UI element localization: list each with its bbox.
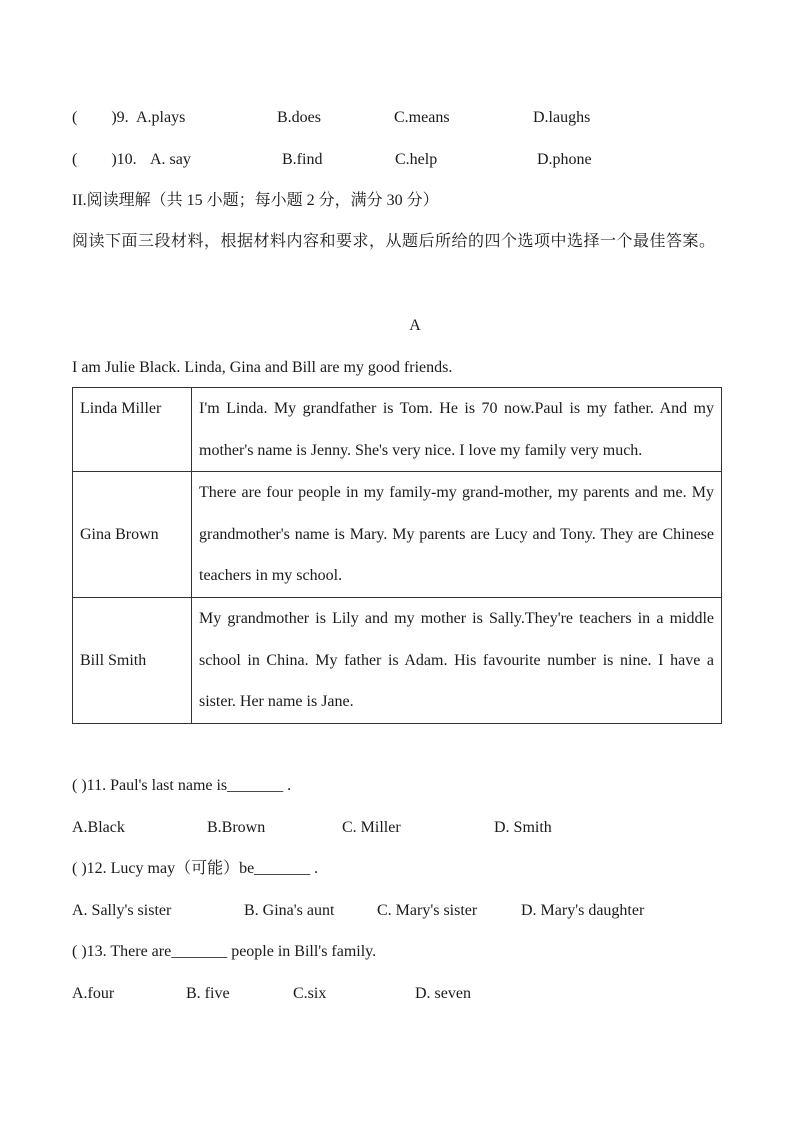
section-instructions: 阅读下面三段材料，根据材料内容和要求，从题后所给的四个选项中选择一个最佳答案。 [72,233,716,250]
q10-option-c: C.help [395,151,438,168]
q9-option-b: B.does [277,109,321,126]
table-row [73,472,722,598]
passage-intro: I am Julie Black. Linda, Gina and Bill are my good friends. [72,359,453,376]
family-table [72,387,722,724]
question-number: )9. [111,109,129,126]
q11-option-d: D. Smith [494,819,552,836]
q12-option-d: D. Mary's daughter [521,902,645,919]
table-row [73,597,722,723]
q9-option-c: C.means [394,109,450,126]
q9-option-a: A.plays [136,109,186,126]
q13-option-b: B. five [186,985,230,1002]
q11-option-c: C. Miller [342,819,401,836]
passage-label: A [409,317,421,334]
table-name-cell: Gina Brown [73,472,192,598]
section-title: II.阅读理解（共 15 小题；每小题 2 分，满分 30 分） [72,192,439,209]
table-text-cell: There are four people in my family-my grand-mother, my parents and me. My grandmother's name is Mary. My parents are Lucy and Tony. They are Chinese teachers in my school. [192,472,722,598]
question-9-number [72,108,129,128]
question-number: )10. [111,151,137,168]
question-12-stem: ( )12. Lucy may（可能）be_______ . [72,860,319,877]
q13-option-d: D. seven [415,985,471,1002]
table-text-cell: My grandmother is Lily and my mother is Sally.They're teachers in a middle school in China. My father is Adam. His favourite number is nine. I have a sister. Her name is Jane. [192,597,722,723]
table-name-cell: Linda Miller [73,388,192,472]
question-10-number [72,150,137,170]
q11-option-b: B.Brown [207,819,266,836]
open-paren: ( [72,151,78,168]
q10-option-b: B.find [282,151,323,168]
table-name-cell: Bill Smith [73,597,192,723]
q12-option-a: A. Sally's sister [72,902,172,919]
table-text-cell: I'm Linda. My grandfather is Tom. He is 70 now.Paul is my father. And my mother's name is Jenny. She's very nice. I love my family very much. [192,388,722,472]
question-13-stem: ( )13. There are_______ people in Bill's family. [72,943,377,960]
q12-option-b: B. Gina's aunt [244,902,335,919]
q9-option-d: D.laughs [533,109,591,126]
q10-option-d: D.phone [537,151,592,168]
q13-option-a: A.four [72,985,115,1002]
question-11-stem: ( )11. Paul's last name is_______ . [72,777,292,794]
q11-option-a: A.Black [72,819,125,836]
q10-option-a: A. say [150,151,191,168]
q12-option-c: C. Mary's sister [377,902,478,919]
table-row [73,388,722,472]
open-paren: ( [72,109,78,126]
q13-option-c: C.six [293,985,327,1002]
